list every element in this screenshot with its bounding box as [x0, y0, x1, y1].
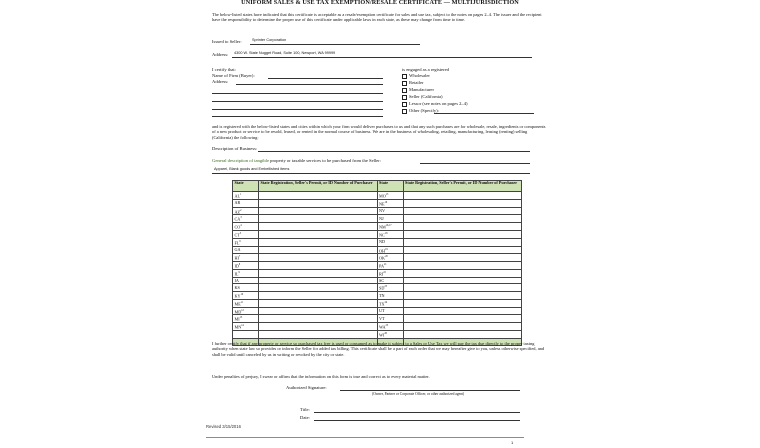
- table-row: [233, 230, 522, 238]
- firm-label: Name of Firm (Buyer):: [212, 73, 255, 78]
- state-note-ref: 5: [239, 231, 242, 235]
- state-abbr: NV: [379, 208, 386, 214]
- table-row: [233, 238, 522, 246]
- state-abbr: ND: [379, 239, 386, 245]
- issued-label: Issued to Seller:: [212, 39, 242, 44]
- table-row: [233, 323, 522, 331]
- state-abbr: NC: [379, 232, 385, 238]
- header-reg-left: State Registration, Seller's Permit, or ID Number of Purchaser: [259, 181, 378, 192]
- state-abbr: FL: [234, 240, 240, 246]
- registration-input-cell[interactable]: [403, 284, 522, 292]
- registration-input-cell[interactable]: [259, 199, 378, 207]
- table-row: [233, 192, 522, 200]
- state-cell: [233, 330, 259, 338]
- state-abbr: NM: [379, 224, 386, 230]
- business-label: Description of Business:: [212, 146, 258, 151]
- table-row: [233, 307, 522, 315]
- registration-input-cell[interactable]: [259, 223, 378, 231]
- registration-input-cell[interactable]: [259, 307, 378, 315]
- state-note-ref: 19: [385, 247, 388, 251]
- state-abbr: WI: [379, 332, 385, 338]
- registration-input-cell[interactable]: [403, 215, 522, 223]
- state-cell: [233, 215, 259, 223]
- registration-input-cell[interactable]: [403, 238, 522, 246]
- state-abbr: ID: [234, 263, 239, 269]
- state-abbr: KS: [234, 284, 240, 290]
- registration-input-cell[interactable]: [403, 262, 522, 270]
- state-cell: [377, 284, 403, 292]
- state-cell: [377, 254, 403, 262]
- registration-input-cell[interactable]: [259, 291, 378, 299]
- state-note-ref: 25: [385, 324, 389, 328]
- registration-input-cell[interactable]: [259, 230, 378, 238]
- registration-input-cell[interactable]: [403, 254, 522, 262]
- state-cell: [233, 291, 259, 299]
- state-note-ref: 7: [238, 255, 241, 259]
- state-cell: [233, 262, 259, 270]
- state-cell: [377, 299, 403, 307]
- general-description-label: [212, 158, 381, 164]
- state-cell: [377, 215, 403, 223]
- registration-input-cell[interactable]: [259, 330, 378, 338]
- registration-input-cell[interactable]: [403, 199, 522, 207]
- registration-input-cell[interactable]: [403, 269, 522, 277]
- registration-input-cell[interactable]: [403, 291, 522, 299]
- state-cell: [377, 230, 403, 238]
- state-cell: [377, 192, 403, 200]
- state-note-ref: 12: [241, 308, 244, 312]
- other-checkbox[interactable]: [402, 109, 407, 114]
- table-row: [233, 330, 522, 338]
- state-note-ref: 6: [239, 239, 241, 243]
- registration-input-cell[interactable]: [259, 299, 378, 307]
- state-abbr: CA: [234, 216, 241, 222]
- state-note-ref: 23: [384, 285, 387, 289]
- registration-input-cell[interactable]: [403, 315, 522, 323]
- table-row: [233, 284, 522, 292]
- registration-input-cell[interactable]: [403, 192, 522, 200]
- state-note-ref: 22: [383, 270, 386, 274]
- state-note-ref: 16,17: [385, 224, 392, 228]
- state-cell: [377, 246, 403, 254]
- registration-input-cell[interactable]: [403, 307, 522, 315]
- state-note-ref: 20: [385, 255, 388, 259]
- table-row: [233, 199, 522, 207]
- state-cell: [233, 207, 259, 215]
- state-cell: [377, 330, 403, 338]
- state-abbr: MI: [234, 316, 240, 322]
- registration-input-cell[interactable]: [403, 223, 522, 231]
- state-abbr: MO: [379, 193, 386, 199]
- state-abbr: RI: [379, 271, 384, 277]
- state-abbr: CO: [234, 224, 241, 230]
- engaged-label: is engaged as a registered: [402, 67, 449, 72]
- state-cell: [377, 291, 403, 299]
- header-state-right: State: [377, 181, 403, 192]
- state-note-ref: 14: [241, 324, 244, 328]
- state-abbr: WA: [379, 324, 386, 330]
- registration-input-cell[interactable]: [259, 315, 378, 323]
- registration-input-cell[interactable]: [259, 238, 378, 246]
- state-abbr: AL: [234, 193, 241, 199]
- state-cell: [377, 238, 403, 246]
- state-cell: [233, 299, 259, 307]
- state-abbr: IL: [234, 271, 239, 277]
- state-cell: [233, 238, 259, 246]
- table-row: [233, 254, 522, 262]
- title-label: Title:: [300, 407, 310, 412]
- state-cell: [377, 315, 403, 323]
- page-title: UNIFORM SALES & USE TAX EXEMPTION/RESALE CERTIFICATE — MULTIJURISDICTION: [241, 0, 519, 6]
- retailer-checkbox[interactable]: [402, 81, 407, 86]
- general-label-highlight: General description of tangible: [212, 158, 270, 163]
- state-abbr: CT: [234, 232, 240, 238]
- certify-label: I certify that:: [212, 67, 236, 72]
- option-wholesaler: Wholesaler: [409, 73, 430, 78]
- address-value[interactable]: 4300 W. State Nugget Road, Suite 100, Newport, WA 99999: [234, 51, 336, 55]
- state-abbr: OH: [379, 247, 386, 253]
- state-cell: [233, 223, 259, 231]
- state-note-ref: 26: [384, 331, 387, 335]
- state-abbr: AZ: [234, 208, 241, 214]
- state-abbr: HI: [234, 255, 239, 261]
- state-note-ref: 24: [384, 300, 388, 304]
- state-abbr: MN: [234, 324, 242, 330]
- state-abbr: GA: [234, 247, 241, 253]
- state-cell: [377, 269, 403, 277]
- state-note-ref: 8: [238, 263, 241, 267]
- seller-ca-checkbox[interactable]: [402, 95, 407, 100]
- state-abbr: IA: [234, 277, 239, 283]
- state-abbr: ME: [234, 301, 241, 307]
- registration-input-cell[interactable]: [259, 192, 378, 200]
- state-abbr: SC: [379, 277, 385, 283]
- state-abbr: KY: [234, 293, 241, 299]
- wholesaler-checkbox[interactable]: [402, 74, 407, 79]
- state-note-ref: 11: [240, 300, 244, 304]
- state-abbr: TX: [379, 301, 385, 307]
- state-note-ref: 21: [383, 263, 387, 267]
- state-abbr: UT: [379, 308, 385, 314]
- registration-input-cell[interactable]: [259, 254, 378, 262]
- perjury-text: Under penalties of perjury, I swear or affirm that the information on this form is true and correct as to every material matter.: [212, 374, 430, 379]
- state-abbr: AR: [234, 200, 241, 206]
- state-note-ref: 2: [240, 208, 242, 212]
- registration-input-cell[interactable]: [403, 246, 522, 254]
- registration-input-cell[interactable]: [259, 269, 378, 277]
- lessor-checkbox[interactable]: [402, 102, 407, 107]
- table-row: [233, 262, 522, 270]
- state-abbr: VT: [379, 316, 385, 322]
- state-note-ref: 13: [239, 316, 243, 320]
- state-cell: [377, 262, 403, 270]
- state-note-ref: 18: [384, 231, 388, 235]
- manufacturer-checkbox[interactable]: [402, 88, 407, 93]
- registered-text: and is registered with the below-listed states and cities within which your firm would deliver purchases to us and that any such purchases are for wholesale, resale, ingredients or components of a new product or service to be resold, leased, or rented in the normal course of business. We are in the business of wholesaling, retailing, manufacturing, leasing (renting) selling (California) the following:: [212, 124, 546, 140]
- issued-value[interactable]: Sprinter Corporation: [252, 38, 287, 42]
- state-abbr: TN: [379, 292, 385, 298]
- signature-label: Authorized Signature:: [286, 385, 327, 390]
- state-cell: [377, 307, 403, 315]
- date-label: Date:: [300, 415, 310, 420]
- registration-input-cell[interactable]: [259, 246, 378, 254]
- further-text: I further certify that if any property or service so purchased tax free is used or consumed as to make it subject to a Sales or Use Tax we will pay the tax due directly to the proper taxing authority when state law so provides or inform the Seller for added tax billing. This certificate shall be a part of each order that we may hereafter give to you, unless otherwise specified, and shall be valid until canceled by us in writing or revoked by the city or state.: [212, 341, 545, 357]
- registration-input-cell[interactable]: [259, 215, 378, 223]
- option-lessor: Lessor (see notes on pages 2–4): [409, 101, 468, 106]
- state-note-ref: 9: [238, 270, 240, 274]
- state-cell: [233, 254, 259, 262]
- state-cell: [377, 207, 403, 215]
- state-cell: [233, 199, 259, 207]
- table-row: [233, 299, 522, 307]
- state-abbr: MD: [234, 308, 242, 314]
- registration-input-cell[interactable]: [259, 323, 378, 331]
- table-row: [233, 291, 522, 299]
- state-cell: [233, 192, 259, 200]
- state-cell: [233, 315, 259, 323]
- table-row: [233, 315, 522, 323]
- state-cell: [377, 223, 403, 231]
- state-note-ref: 3: [240, 216, 242, 220]
- state-cell: [233, 284, 259, 292]
- state-cell: [233, 246, 259, 254]
- table-row: [233, 246, 522, 254]
- state-registration-table: [232, 180, 522, 346]
- state-abbr: SD: [379, 285, 385, 291]
- table-row: [233, 269, 522, 277]
- table-row: [233, 223, 522, 231]
- header-reg-right: State Registration, Seller's Permit, or ID Number of Purchaser: [403, 181, 522, 192]
- buyer-address-label: Address:: [212, 79, 229, 84]
- table-row: [233, 207, 522, 215]
- state-cell: [377, 199, 403, 207]
- registration-input-cell[interactable]: [259, 262, 378, 270]
- registration-input-cell[interactable]: [403, 330, 522, 338]
- state-cell: [233, 323, 259, 331]
- state-cell: [233, 230, 259, 238]
- state-cell: [233, 269, 259, 277]
- general-value[interactable]: Apparel, Blank goods and Embellished items: [214, 167, 290, 171]
- registration-input-cell[interactable]: [403, 323, 522, 331]
- revised-label: Revised 3/15/2016: [206, 424, 241, 429]
- option-retailer: Retailer: [409, 80, 424, 85]
- state-abbr: NJ: [379, 216, 384, 222]
- state-cell: [233, 307, 259, 315]
- state-cell: [377, 323, 403, 331]
- general-label-rest: property or taxable services to be purchased from the Seller:: [269, 158, 382, 163]
- page-number: 1: [511, 440, 514, 445]
- state-note-ref: 15: [385, 193, 389, 196]
- option-seller-ca: Seller (California): [409, 94, 443, 99]
- table-row: [233, 215, 522, 223]
- state-note-ref: 1: [240, 193, 242, 196]
- signature-caption: (Owner, Partner or Corporate Officer, or other authorized agent): [372, 392, 465, 396]
- state-abbr: NE: [379, 201, 385, 207]
- option-manufacturer: Manufacturer: [409, 87, 434, 92]
- registration-input-cell[interactable]: [259, 207, 378, 215]
- address-label: Address:: [212, 52, 229, 57]
- state-abbr: PA: [379, 263, 384, 269]
- registration-input-cell[interactable]: [259, 284, 378, 292]
- state-note-ref: 10: [240, 292, 244, 296]
- registration-input-cell[interactable]: [403, 207, 522, 215]
- state-abbr: OK: [379, 255, 386, 261]
- header-state-left: State: [233, 181, 259, 192]
- state-note-ref: 16: [384, 200, 388, 204]
- state-note-ref: 4: [240, 224, 242, 228]
- registration-input-cell[interactable]: [403, 299, 522, 307]
- intro-text: The below-listed states have indicated that this certificate is acceptable as a resale/exemption certificate for sales and use tax, subject to the notes on pages 2–4. The issuer and the recipient have the responsibility to determine the proper use of this certificate under applicable laws in each state, as these may change from time to time.: [212, 12, 542, 23]
- option-other: Other (Specify):: [409, 108, 439, 113]
- registration-input-cell[interactable]: [403, 230, 522, 238]
